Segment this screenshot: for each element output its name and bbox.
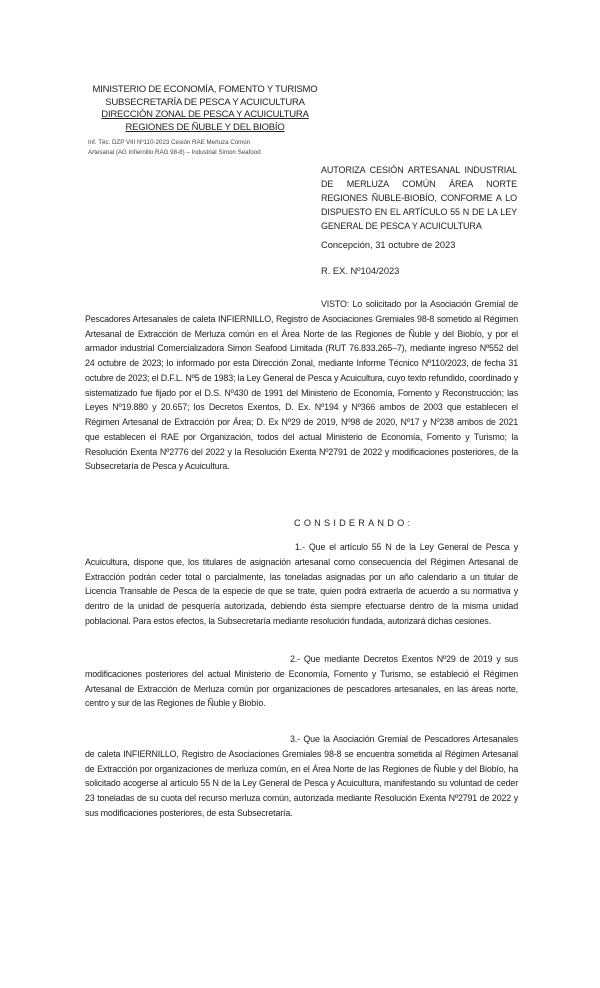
header-zonal-direction: DIRECCIÓN ZONAL DE PESCA Y ACUICULTURA bbox=[101, 109, 309, 120]
header-ministry: MINISTERIO DE ECONOMÍA, FOMENTO Y TURISMO bbox=[92, 84, 318, 95]
reference-note bbox=[88, 138, 328, 157]
considerando-item-1: 1.- Que el artículo 55 N de la Ley General de Pesca y Acuicultura, dispone que, los titulares de asignación artesanal como consecuencia del Régimen Artesanal de Extracción podrán ceder total o parcialmente, las toneladas asignadas por un año calendario a un titular de Licencia Transable de Pesca de la especie de que se trate, quien podrá extraerla de acuerdo a su normativa y dentro de la unidad de pesquería autorizada, debiendo ésta siempre efectuarse dentro de la misma unidad poblacional. Para estos efectos, la Subsecretaría mediante resolución fundada, autorizará dichas cesiones. bbox=[85, 542, 518, 626]
visto-paragraph: VISTO: Lo solicitado por la Asociación Gremial de Pescadores Artesanales de caleta INFIERNILLO, Registro de Asociaciones Gremiales 98-8 sometido al Régimen Artesanal de Extracción de Merluza común en el Área Norte de las Regiones de Ñuble y del Biobío, y por el armador industrial Comercializadora Simon Seafood Limitada (RUT 76.833.265–7), mediante ingreso Nº552 del 24 octubre de 2023; lo informado por esta Dirección Zonal, mediante Informe Técnico Nº110/2023, de fecha 31 octubre de 2023; el D.F.L. Nº5 de 1983; la Ley General de Pesca y Acuicultura, cuyo texto refundido, coordinado y sistematizado fue fijado por el D.S. Nº430 de 1991 del Ministerio de Economía, Fomento y Reconstrucción; las Leyes Nº19.880 y 20.657; los Decretos Exentos, D. Ex. Nº194 y Nº366 ambos de 2003 que establecen el Régimen Artesanal de Extracción por Área; D. Ex Nº29 de 2019, Nº98 de 2020, Nº17 y Nº238 ambos de 2021 que establecen el RAE por Organización, todos del actual Ministerio de Economía, Fomento y Turismo; la Resolución Exenta Nº2776 del 2022 y la Resolución Exenta Nº2791 de 2022 y modificaciones posteriores, de la Subsecretaría de Pesca y Acuicultura. bbox=[85, 299, 518, 472]
header-regions: REGIONES DE ÑUBLE Y DEL BIOBÍO bbox=[125, 121, 285, 133]
considerando-heading: CONSIDERANDO: bbox=[294, 518, 414, 528]
reference-line-1: Inf. Téc. DZP VIII Nº110-2023 Cesión RAE Merluza Común bbox=[88, 139, 251, 146]
header-subsecretary: SUBSECRETARÍA DE PESCA Y ACUICULTURA bbox=[105, 96, 305, 108]
resolution-number: R. EX. Nº104/2023 bbox=[321, 266, 400, 276]
reference-line-2: Artesanal (AG Infiernillo RAG 98-8) – Industrial Simon Seafood bbox=[88, 148, 261, 156]
resolution-subject: AUTORIZA CESIÓN ARTESANAL INDUSTRIAL DE MERLUZA COMÚN ÁREA NORTE REGIONES ÑUBLE-BIOBÍO, CONFORME A LO DISPUESTO EN EL ARTÍCULO 55 N DE LA LEY GENERAL DE PESCA Y ACUICULTURA bbox=[321, 165, 517, 231]
institution-header bbox=[90, 84, 320, 134]
considerando-item-3: 3.- Que la Asociación Gremial de Pescadores Artesanales de caleta INFIERNILLO, Registro de Asociaciones Gremiales 98-8 se encuentra sometida al Régimen Artesanal de Extracción por organizaciones de merluza común, en el Área Norte de las Regiones de Ñuble y del Biobío, ha solicitado acogerse al artículo 55 N de la Ley General de Pesca y Acuicultura, manifestando su voluntad de ceder 23 toneladas de su cuota del recurso merluza común, autorizada mediante Resolución Exenta Nº2791 de 2022 y sus modificaciones posteriores, de esta Subsecretaría. bbox=[85, 734, 518, 818]
resolution-date: Concepción, 31 octubre de 2023 bbox=[321, 240, 456, 250]
considerando-item-2: 2.- Que mediante Decretos Exentos Nº29 de 2019 y sus modificaciones posteriores del actual Ministerio de Economía, Fomento y Turismo, se estableció el Régimen Artesanal de Extracción de Merluza común por organizaciones de pescadores artesanales, en las áreas norte, centro y sur de las Regiones de Ñuble y Biobío. bbox=[85, 654, 518, 709]
